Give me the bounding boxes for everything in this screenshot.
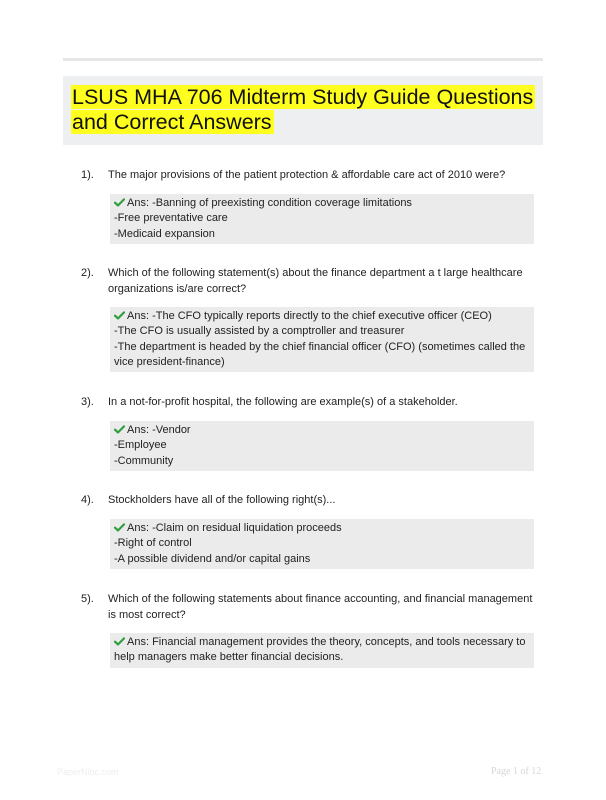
page-title	[71, 85, 543, 135]
answer-box-5	[110, 633, 534, 668]
answer-box-4	[110, 519, 534, 569]
footer-watermark: PaperNibc.com	[57, 767, 119, 777]
answer-line: -Medicaid expansion	[114, 227, 215, 240]
answer-line: -A possible dividend and/or capital gains	[114, 552, 311, 565]
answer-line: -The CFO is usually assisted by a comptroller and treasurer	[114, 325, 405, 338]
answer-text: Ans: -Vendor	[127, 424, 191, 436]
question-text: In a not-for-profit hospital, the following are example(s) of a stakeholder.	[108, 396, 458, 408]
answer-box-1	[110, 194, 534, 244]
check-icon	[114, 311, 125, 320]
title-box	[63, 76, 543, 145]
answer-line: -Community	[114, 454, 174, 467]
answer-line: -The department is headed by the chief financial officer (CFO) (sometimes called the vice president-finance)	[114, 340, 526, 368]
check-icon	[114, 523, 125, 532]
check-icon	[114, 425, 125, 434]
answer-line	[114, 521, 534, 536]
answer-line	[114, 309, 534, 324]
question-text: Stockholders have all of the following right(s)...	[108, 494, 336, 506]
question-number: 5).	[81, 593, 94, 605]
question-text: Which of the following statement(s) about the finance department a t large healthcare organizations is/are correct?	[108, 267, 523, 295]
page-number: Page 1 of 12	[491, 766, 542, 777]
check-icon	[114, 637, 125, 646]
question-text: The major provisions of the patient protection & affordable care act of 2010 were?	[108, 169, 506, 181]
answer-line: -Right of control	[114, 537, 192, 550]
answer-text: Ans: -Banning of preexisting condition coverage limitations	[127, 197, 412, 209]
answer-line	[114, 635, 534, 666]
answer-text: Ans: -Claim on residual liquidation proceeds	[127, 522, 342, 534]
answer-box-3	[110, 421, 534, 471]
question-text: Which of the following statements about finance accounting, and financial management is most correct?	[108, 593, 533, 621]
page-title-text: LSUS MHA 706 Midterm Study Guide Questions and Correct Answers	[72, 85, 534, 134]
top-divider	[63, 58, 543, 61]
check-icon	[114, 198, 125, 207]
question-number: 1).	[81, 169, 94, 181]
answer-text: Ans: Financial management provides the theory, concepts, and tools necessary to help managers make better financial decisions.	[114, 636, 526, 664]
answer-line	[114, 423, 534, 438]
question-number: 3).	[81, 396, 94, 408]
answer-box-2	[110, 307, 534, 372]
question-number: 2).	[81, 267, 94, 279]
answer-line: -Employee	[114, 439, 167, 452]
question-number: 4).	[81, 494, 94, 506]
answer-text: Ans: -The CFO typically reports directly to the chief executive officer (CEO)	[127, 310, 492, 322]
answer-line: -Free preventative care	[114, 212, 228, 225]
answer-line	[114, 196, 534, 211]
